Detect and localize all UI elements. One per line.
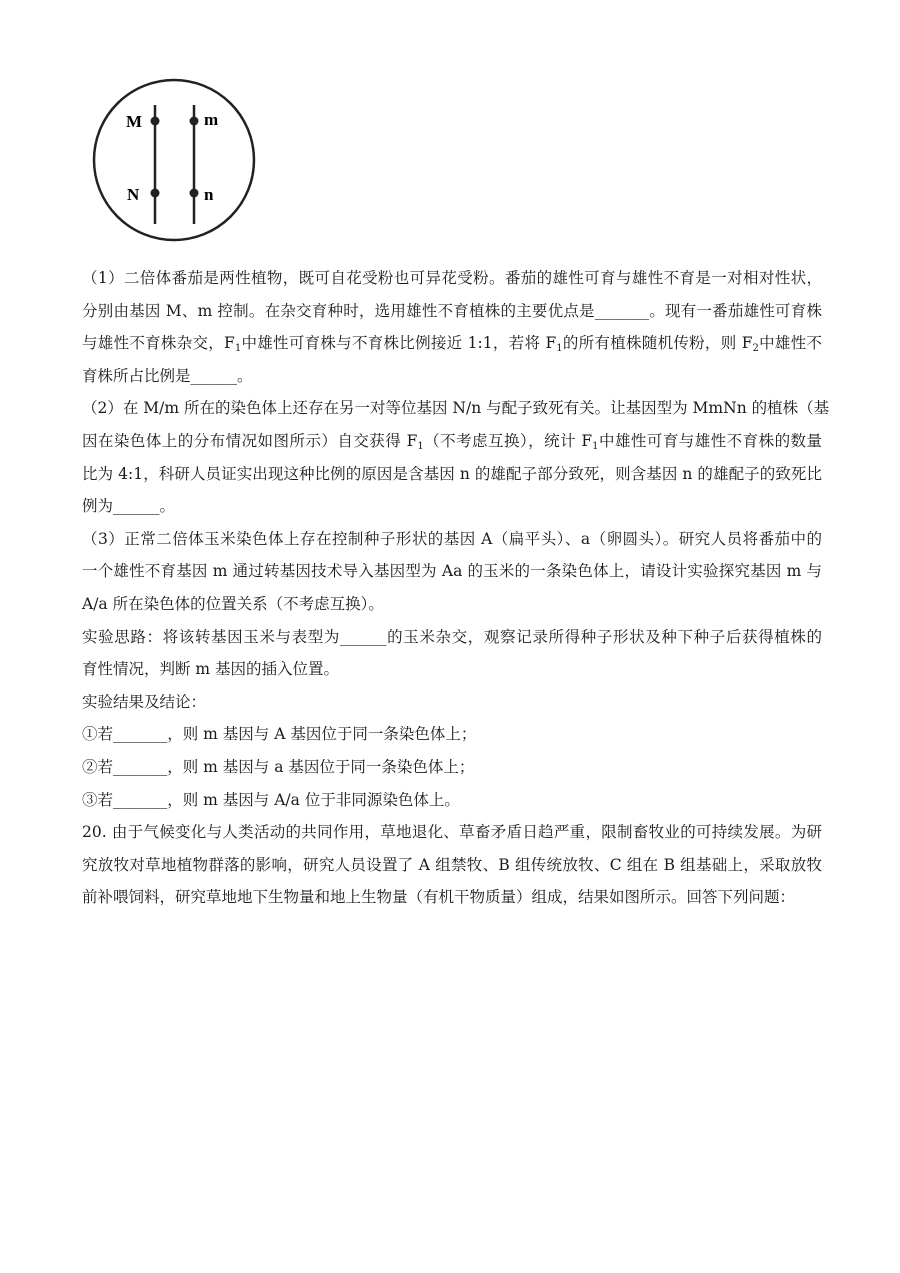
locus-m <box>190 117 199 126</box>
q3-line-5: 育性情况，判断 m 基因的插入位置。 <box>82 660 340 679</box>
locus-n <box>190 189 199 198</box>
label-n: n <box>204 185 214 204</box>
label-M: M <box>126 112 143 131</box>
q20-line-2: 究放牧对草地植物群落的影响，研究人员设置了 A 组禁牧、B 组传统放牧、C 组在 B 组基础上，采取放牧 <box>82 855 822 874</box>
q3-line-7: ①若_______，则 m 基因与 A 基因位于同一条染色体上； <box>82 725 477 744</box>
q1-line-4: 育株所占比例是______。 <box>82 366 253 385</box>
q1-line-1: （1）二倍体番茄是两性植物，既可自花受粉也可异花受粉。番茄的雄性可育与雄性不育是一对相对性状， <box>82 269 822 287</box>
q20-line-3: 前补喂饲料，研究草地地下生物量和地上生物量（有机干物质量）组成，结果如图所示。回答下列问题： <box>82 888 796 907</box>
q2-line-4: 例为______。 <box>82 497 176 516</box>
q2-line-1: （2）在 M/m 所在的染色体上还存在另一对等位基因 N/n 与配子致死有关。让基因型为 MmNn 的植株（基 <box>82 399 830 418</box>
q3-line-9: ③若_______，则 m 基因与 A/a 位于非同源染色体上。 <box>82 790 460 809</box>
q3-line-6: 实验结果及结论： <box>82 692 207 711</box>
cell-outline <box>94 80 254 240</box>
q20-line-1: 20. 由于气候变化与人类活动的共同作用，草地退化、草畜矛盾日趋严重，限制畜牧业的可持续发展。为研 <box>82 823 822 842</box>
locus-M <box>151 117 160 126</box>
q2-line-3: 比为 4:1，科研人员证实出现这种比例的原因是含基因 n 的雄配子部分致死，则含基因 n 的雄配子的致死比 <box>82 464 822 483</box>
q1-line-2: 分别由基因 M、m 控制。在杂交育种时，选用雄性不育植株的主要优点是_______。现有一番茄雄性可育株 <box>82 301 822 320</box>
locus-N <box>151 189 160 198</box>
label-N: N <box>127 185 140 204</box>
question-text <box>82 262 830 914</box>
q3-line-8: ②若_______，则 m 基因与 a 基因位于同一条染色体上； <box>82 757 475 776</box>
q3-line-2: 一个雄性不育基因 m 通过转基因技术导入基因型为 Aa 的玉米的一条染色体上，请设计实验探究基因 m 与 <box>82 562 822 581</box>
label-m: m <box>204 110 219 129</box>
q3-line-4: 实验思路：将该转基因玉米与表型为______的玉米杂交，观察记录所得种子形状及种下种子后获得植株的 <box>82 627 822 646</box>
q3-line-1: （3）正常二倍体玉米染色体上存在控制种子形状的基因 A（扁平头）、a（卵圆头）。研究人员将番茄中的 <box>82 529 822 548</box>
chromosome-diagram <box>92 78 256 242</box>
q1-line-3: 与雄性不育株杂交，$F_1$中雄性可育株与不育株比例接近 1:1，若将 $F_1$的所有植株随机传粉，则 $F_2$中雄性不 <box>82 334 822 355</box>
q3-line-3: A/a 所在染色体的位置关系（不考虑互换）。 <box>82 594 384 613</box>
q2-line-2: 因在染色体上的分布情况如图所示）自交获得 $F_1$（不考虑互换），统计 $F_1$中雄性可育与雄性不育株的数量 <box>82 431 822 452</box>
